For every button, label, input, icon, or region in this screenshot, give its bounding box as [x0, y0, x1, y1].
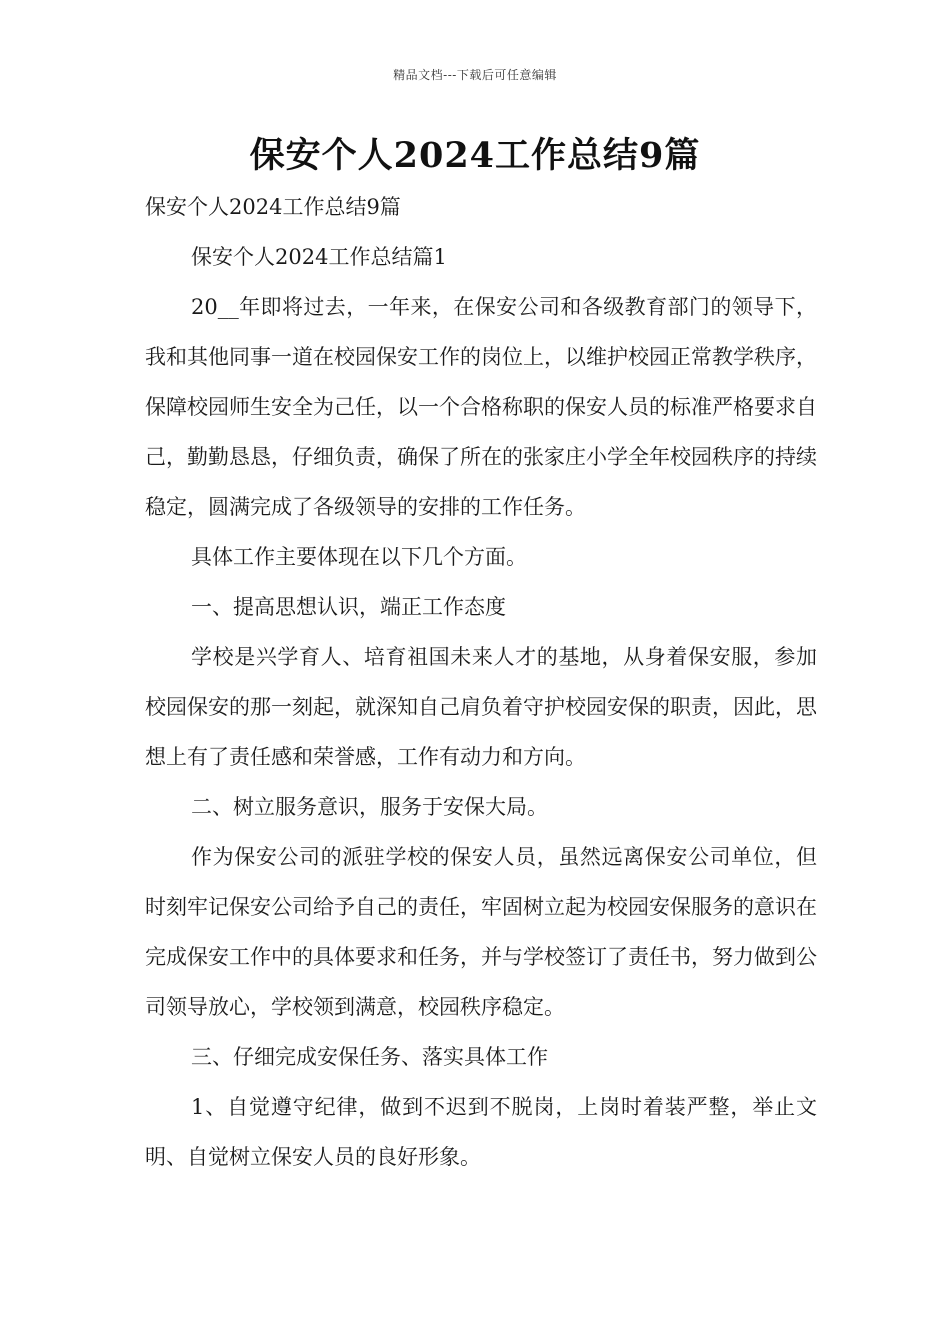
body-paragraph: 具体工作主要体现在以下几个方面。 [191, 545, 527, 569]
subheading: 二、树立服务意识，服务于安保大局。 [191, 795, 548, 819]
body-paragraph: 学校是兴学育人、培育祖国未来人才的基地，从身着保安服，参加校园保安的那一刻起，就深知自己肩负着守护校园安保的职责，因此，思想上有了责任感和荣誉感，工作有动力和方向。 [145, 645, 817, 769]
body-paragraph: 1、自觉遵守纪律，做到不迟到不脱岗，上岗时着装严整，举止文明、自觉树立保安人员的良好形象。 [145, 1095, 817, 1169]
subheading: 一、提高思想认识，端正工作态度 [191, 595, 506, 619]
header-note: 精品文档---下载后可任意编辑 [393, 68, 557, 82]
section-heading-1: 保安个人2024工作总结篇1 [191, 245, 447, 269]
subheading: 三、仔细完成安保任务、落实具体工作 [191, 1045, 548, 1069]
body-paragraph: 20__年即将过去，一年来，在保安公司和各级教育部门的领导下，我和其他同事一道在校园保安工作的岗位上，以维护校园正常教学秩序，保障校园师生安全为己任，以一个合格称职的保安人员的标准严格要求自己，勤勤恳恳，仔细负责，确保了所在的张家庄小学全年校园秩序的持续稳定，圆满完成了各级领导的安排的工作任务。 [145, 295, 817, 519]
subtitle-paragraph: 保安个人2024工作总结9篇 [145, 195, 401, 219]
document-body [145, 182, 817, 1182]
document-title: 保安个人2024工作总结9篇 [249, 135, 701, 176]
body-paragraph: 作为保安公司的派驻学校的保安人员，虽然远离保安公司单位，但时刻牢记保安公司给予自己的责任，牢固树立起为校园安保服务的意识在完成保安工作中的具体要求和任务，并与学校签订了责任书，努力做到公司领导放心，学校领到满意，校园秩序稳定。 [145, 845, 817, 1019]
